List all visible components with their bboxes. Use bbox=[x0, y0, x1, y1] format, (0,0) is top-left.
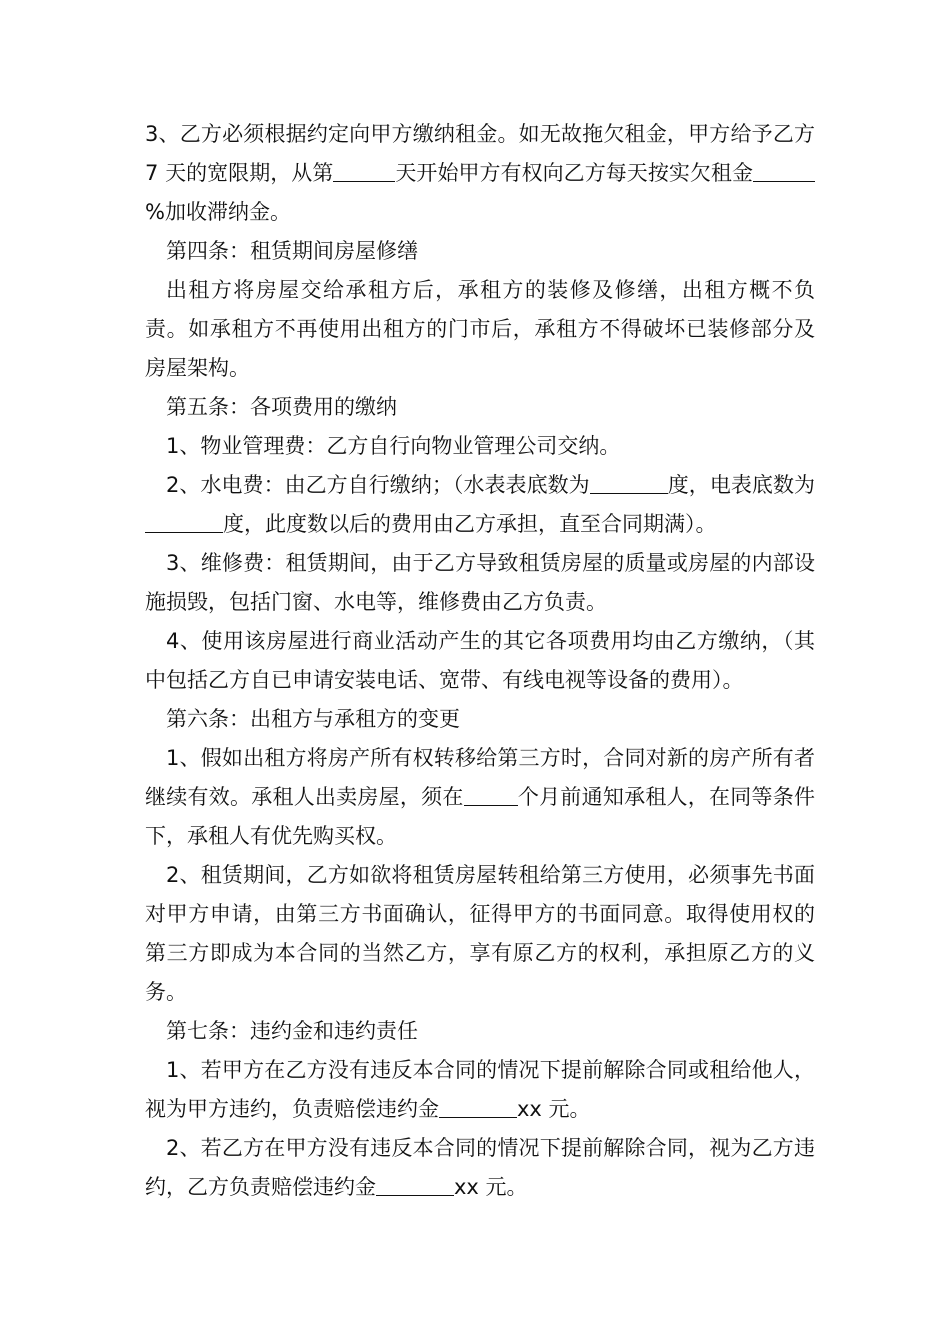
article5-clause4: 4、使用该房屋进行商业活动产生的其它各项费用均由乙方缴纳，（其中包括乙方自已申请安装电话、宽带、有线电视等设备的费用）。 bbox=[145, 629, 815, 692]
clause-text: 1、若甲方在乙方没有违反本合同的情况下提前解除合同或租给他人，视为甲方违约，负责赔偿违约金 bbox=[145, 1058, 815, 1121]
article4-heading: 第四条：租赁期间房屋修缮 bbox=[166, 239, 418, 263]
clause-text: 1、假如出租方将房产所有权转移给第三方时，合同对新的房产所有者继续有效。承租人出卖房屋，须在 bbox=[145, 746, 815, 809]
clause-text: 天开始甲方有权向乙方每天按实欠租金 bbox=[395, 161, 753, 185]
blank-line bbox=[145, 508, 223, 533]
contract-page bbox=[145, 115, 815, 1207]
clause-text: 2、若乙方在甲方没有违反本合同的情况下提前解除合同，视为乙方违约，乙方负责赔偿违约金 bbox=[145, 1136, 815, 1199]
article3-clause3 bbox=[145, 115, 815, 232]
article7-heading: 第七条：违约金和违约责任 bbox=[166, 1019, 418, 1043]
clause-text: %加收滞纳金。 bbox=[145, 200, 291, 224]
blank-line bbox=[590, 469, 668, 494]
clause-text: 2、水电费：由乙方自行缴纳；（水表表底数为 bbox=[166, 473, 590, 497]
article6-clause1 bbox=[145, 739, 815, 856]
clause-text: xx 元。 bbox=[517, 1097, 591, 1121]
article5-clause3: 3、维修费：租赁期间，由于乙方导致租赁房屋的质量或房屋的内部设施损毁，包括门窗、水电等，维修费由乙方负责。 bbox=[145, 551, 815, 614]
clause-text: 度，此度数以后的费用由乙方承担，直至合同期满）。 bbox=[223, 512, 717, 536]
article6-heading: 第六条：出租方与承租方的变更 bbox=[166, 707, 460, 731]
blank-line bbox=[376, 1171, 454, 1196]
article6-clause2: 2、租赁期间，乙方如欲将租赁房屋转租给第三方使用，必须事先书面对甲方申请，由第三方书面确认，征得甲方的书面同意。取得使用权的第三方即成为本合同的当然乙方，享有原乙方的权利，承担原乙方的义务。 bbox=[145, 863, 815, 1004]
article5-clause1: 1、物业管理费：乙方自行向物业管理公司交纳。 bbox=[166, 434, 621, 458]
article4-body: 出租方将房屋交给承租方后，承租方的装修及修缮，出租方概不负责。如承租方不再使用出租方的门市后，承租方不得破坏已装修部分及房屋架构。 bbox=[145, 278, 815, 380]
clause-text: 度，电表底数为 bbox=[667, 473, 816, 497]
blank-line bbox=[333, 157, 395, 182]
blank-line bbox=[753, 157, 815, 182]
blank-line bbox=[464, 781, 518, 806]
clause-text: 3、乙方必须根据约定向甲方缴纳租金。如无故拖欠租金，甲方给予乙方 7 天的宽限期，从第 bbox=[145, 122, 815, 185]
article5-clause2 bbox=[145, 466, 815, 544]
article7-clause1 bbox=[145, 1051, 815, 1129]
article5-heading: 第五条：各项费用的缴纳 bbox=[166, 395, 397, 419]
clause-text: xx 元。 bbox=[454, 1175, 528, 1199]
clause-text: 个月前通知承租人，在同等条件下，承租人有优先购买权。 bbox=[145, 785, 816, 848]
blank-line bbox=[439, 1093, 517, 1118]
article7-clause2 bbox=[145, 1129, 815, 1207]
